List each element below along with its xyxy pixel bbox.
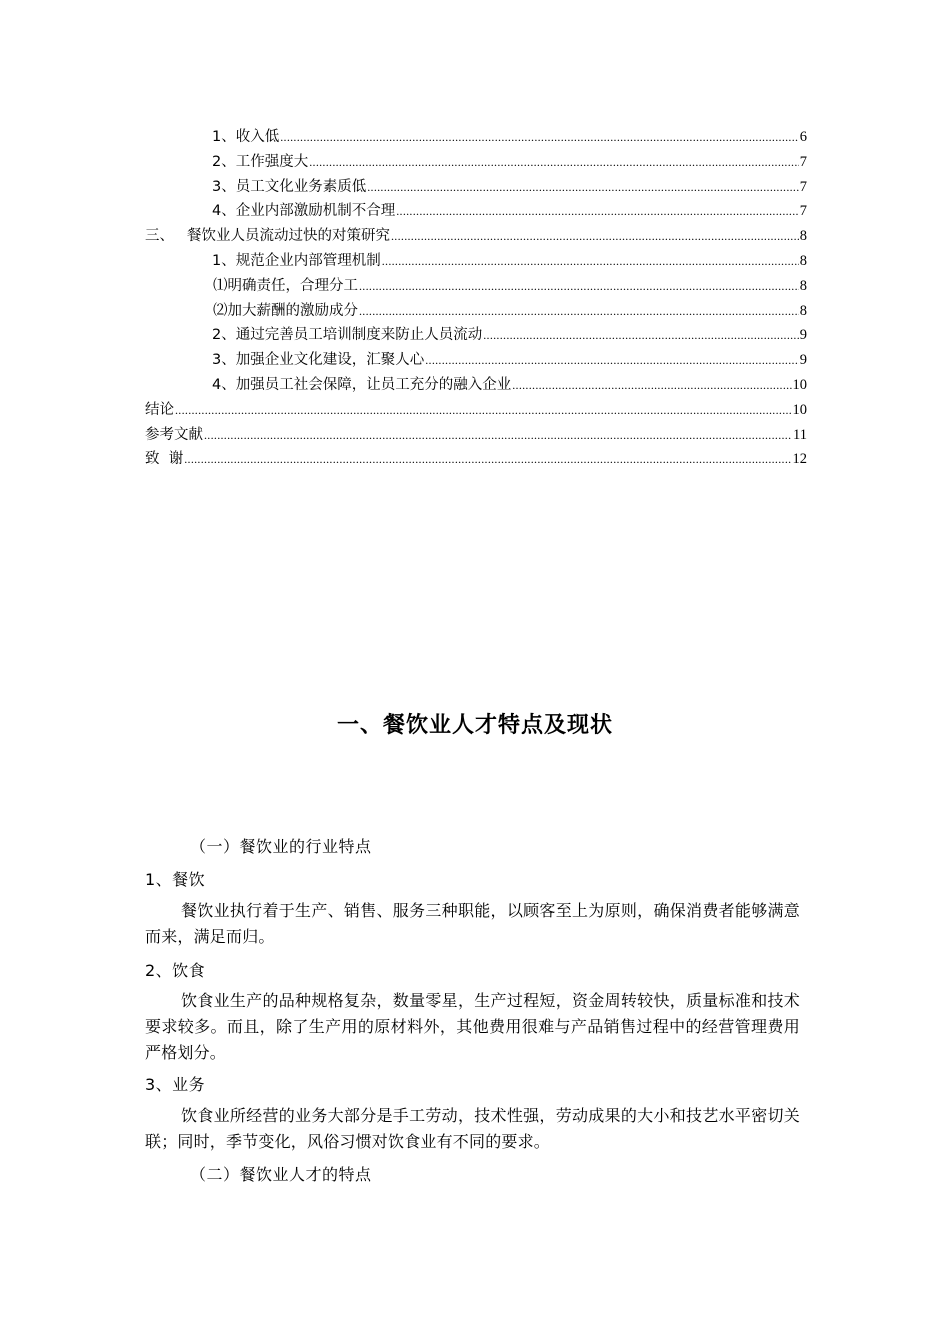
toc-entry-title: 3、员工文化业务素质低 [212, 178, 367, 195]
toc-entry-title: 1、规范企业内部管理机制 [212, 252, 381, 269]
body-paragraph [145, 1103, 800, 1155]
toc-entry-page: 7 [799, 153, 807, 170]
toc-entry-page: 6 [799, 129, 807, 145]
section-heading: （二）餐饮业人才的特点 [190, 1165, 372, 1184]
toc-entry-page: 8 [799, 228, 807, 245]
toc-entry-page: 8 [799, 277, 807, 294]
toc-entry[interactable] [145, 398, 807, 423]
toc-leader-dots [367, 175, 799, 200]
toc-leader-dots [204, 423, 792, 448]
toc-leader-dots [391, 224, 799, 249]
toc-leader-dots [359, 299, 799, 324]
toc-entry-title: 致 谢 [145, 451, 184, 468]
toc-entry-title [145, 224, 390, 249]
toc-leader-dots [280, 125, 799, 150]
toc-leader-dots [425, 348, 799, 373]
toc-leader-dots [175, 398, 792, 423]
toc-entry[interactable] [145, 348, 807, 373]
toc-entry-page: 8 [799, 252, 807, 269]
toc-entry-page: 7 [799, 178, 807, 195]
toc-entry-title: 参考文献 [145, 426, 203, 443]
toc-entry-title: 3、加强企业文化建设，汇聚人心 [212, 352, 425, 369]
toc-entry[interactable] [145, 373, 807, 398]
toc-entry-title: ⑴明确责任，合理分工 [213, 277, 358, 294]
toc-section-text: 餐饮业人员流动过快的对策研究 [187, 228, 390, 245]
toc-leader-dots [396, 199, 799, 224]
toc-leader-dots [359, 274, 799, 299]
paragraph-text: 餐饮业执行着于生产、销售、服务三种职能，以顾客至上为原则，确保消费者能够满意而来，满足而归。 [145, 901, 800, 946]
toc-entry-page: 7 [799, 203, 807, 220]
toc-entry[interactable] [145, 323, 807, 348]
toc-leader-dots [512, 373, 791, 398]
body-paragraph [145, 988, 800, 1066]
toc-entry[interactable] [145, 199, 807, 224]
paragraph-text: 饮食业所经营的业务大部分是手工劳动，技术性强，劳动成果的大小和技艺水平密切关联；同时，季节变化，风俗习惯对饮食业有不同的要求。 [145, 1106, 800, 1151]
toc-entry-page: 10 [792, 401, 807, 418]
toc-leader-dots [309, 150, 799, 175]
paragraph-text: 饮食业生产的品种规格复杂，数量零星，生产过程短，资金周转较快，质量标准和技术要求较多。而且，除了生产用的原材料外，其他费用很难与产品销售过程中的经营管理费用严格划分。 [145, 991, 800, 1062]
body-paragraph [145, 898, 800, 950]
toc-entry-page: 10 [792, 376, 807, 393]
chapter-title: 一、餐饮业人才特点及现状 [336, 713, 613, 738]
toc-entry[interactable] [145, 150, 807, 175]
toc-section-label: 三、 [145, 228, 174, 245]
toc-entry-title: 4、企业内部激励机制不合理 [212, 203, 396, 220]
toc-leader-dots [483, 323, 799, 348]
toc-entry-page: 8 [799, 302, 807, 319]
toc-entry-title: 结论 [145, 401, 174, 418]
subsection-heading: 3、业务 [145, 1075, 206, 1094]
toc-entry[interactable] [145, 125, 807, 150]
toc-entry-title: 4、加强员工社会保障，让员工充分的融入企业 [212, 376, 512, 393]
subsection-heading: 1、餐饮 [145, 870, 206, 889]
toc-entry-title: 1、收入低 [212, 129, 280, 145]
toc-entry-page: 9 [799, 352, 807, 369]
toc-entry-title: 2、工作强度大 [212, 153, 309, 170]
toc-leader-dots [184, 447, 791, 472]
toc-entry-title: 2、通过完善员工培训制度来防止人员流动 [212, 327, 483, 344]
toc-entry-page: 11 [793, 426, 807, 443]
toc-entry-title: ⑵加大薪酬的激励成分 [213, 302, 358, 319]
subsection-heading: 2、饮食 [145, 961, 206, 980]
toc-entry[interactable] [145, 299, 807, 324]
toc-entry[interactable] [145, 175, 807, 200]
toc-entry-page: 9 [799, 327, 807, 344]
toc-entry[interactable] [145, 447, 807, 472]
toc-entry[interactable] [145, 423, 807, 448]
toc-entry-page: 12 [792, 451, 807, 468]
toc-entry[interactable] [145, 274, 807, 299]
toc-entry[interactable] [145, 224, 807, 249]
toc-entry[interactable] [145, 249, 807, 274]
table-of-contents [145, 125, 807, 472]
section-heading: （一）餐饮业的行业特点 [190, 837, 372, 856]
toc-leader-dots [382, 249, 799, 274]
